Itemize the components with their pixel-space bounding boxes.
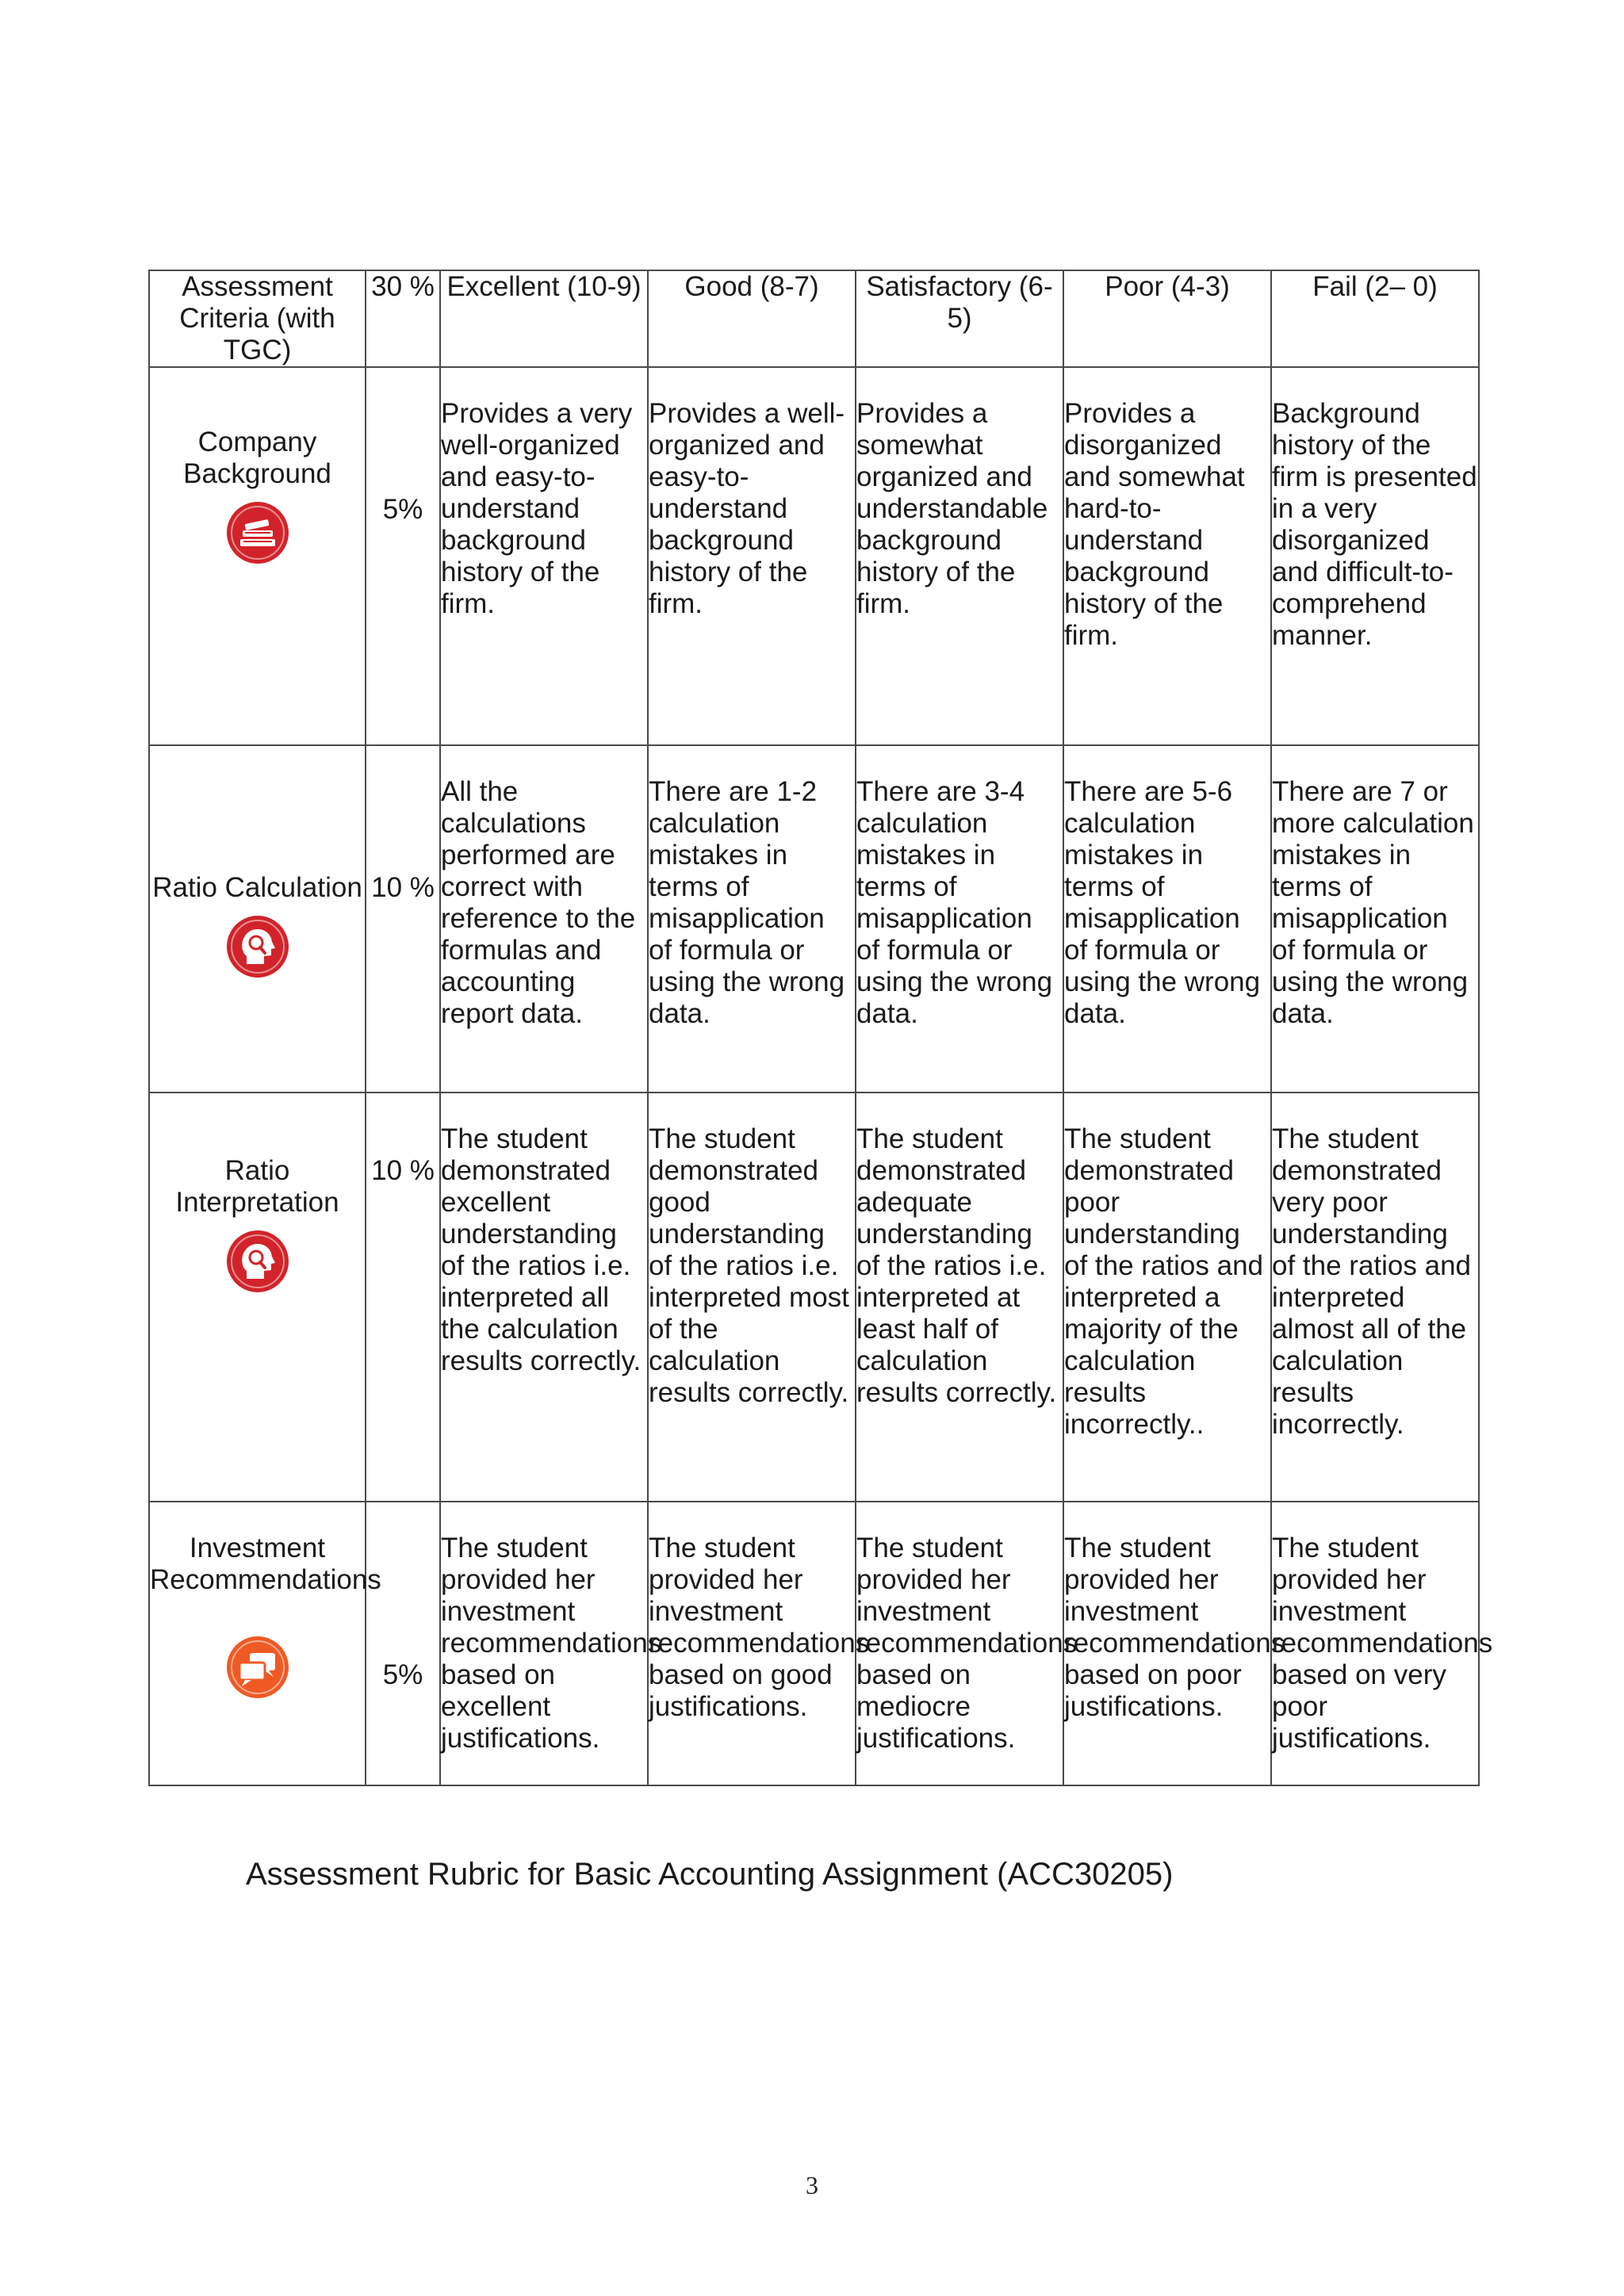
description-cell: There are 7 or more calculation mistakes in terms of misapplication of formula or using the wrong data. bbox=[1271, 745, 1479, 1093]
description-cell: All the calculations performed are correct with reference to the formulas and accounting report data. bbox=[440, 745, 648, 1093]
description-cell: Provides a disorganized and somewhat hard-to-understand background history of the firm. bbox=[1063, 367, 1271, 745]
description-cell: The student provided her investment recommendations based on mediocre justifications. bbox=[856, 1502, 1063, 1785]
header-weight: 30 % bbox=[366, 270, 440, 367]
table-row bbox=[149, 1093, 1479, 1502]
description-cell: The student provided her investment recommendations based on excellent justifications. bbox=[440, 1502, 648, 1785]
rubric-caption: Assessment Rubric for Basic Accounting Assignment (ACC30205) bbox=[246, 1857, 1174, 1892]
description-cell: Provides a well-organized and easy-to-understand background history of the firm. bbox=[648, 367, 856, 745]
description-cell: The student demonstrated good understanding of the ratios i.e. interpreted most of the calculation results correctly. bbox=[648, 1093, 856, 1502]
books-icon bbox=[226, 501, 289, 564]
description-cell: There are 1-2 calculation mistakes in terms of misapplication of formula or using the wrong data. bbox=[648, 745, 856, 1093]
assessment-rubric-table bbox=[148, 270, 1493, 1786]
criteria-name: Ratio Interpretation bbox=[175, 1155, 339, 1218]
description-cell: The student demonstrated very poor understanding of the ratios and interpreted almost all of the calculation results incorrectly. bbox=[1271, 1093, 1479, 1502]
weight-cell: 10 % bbox=[366, 745, 440, 1093]
weight-cell: 10 % bbox=[366, 1093, 440, 1502]
description-cell: Provides a somewhat organized and understandable background history of the firm. bbox=[856, 367, 1063, 745]
criteria-cell bbox=[149, 1093, 366, 1502]
weight-cell: 5% bbox=[366, 367, 440, 745]
criteria-name: Investment Recommendations bbox=[150, 1533, 381, 1595]
description-cell: Background history of the firm is presented in a very disorganized and difficult-to-comprehend manner. bbox=[1271, 367, 1479, 745]
header-poor: Poor (4-3) bbox=[1063, 270, 1271, 367]
table-header-row bbox=[149, 270, 1479, 367]
description-cell: The student demonstrated poor understanding of the ratios and interpreted a majority of the calculation results incorrectly.. bbox=[1063, 1093, 1271, 1502]
description-cell: The student provided her investment recommendations based on poor justifications. bbox=[1063, 1502, 1271, 1785]
description-cell: The student provided her investment recommendations based on good justifications. bbox=[648, 1502, 856, 1785]
description-cell: The student provided her investment recommendations based on very poor justifications. bbox=[1271, 1502, 1479, 1785]
description-cell: Provides a very well-organized and easy-to-understand background history of the firm. bbox=[440, 367, 648, 745]
criteria-cell bbox=[149, 367, 366, 745]
page-number: 3 bbox=[806, 2171, 818, 2199]
description-cell: The student demonstrated adequate understanding of the ratios i.e. interpreted at least half of calculation results correctly. bbox=[856, 1093, 1063, 1502]
criteria-cell bbox=[149, 1502, 381, 1785]
head-search-icon bbox=[226, 915, 289, 978]
table-row bbox=[149, 367, 1479, 745]
weight-cell: 5% bbox=[366, 1502, 440, 1785]
description-cell: There are 5-6 calculation mistakes in terms of misapplication of formula or using the wrong data. bbox=[1063, 745, 1271, 1093]
header-good: Good (8-7) bbox=[648, 270, 856, 367]
header-excellent: Excellent (10-9) bbox=[440, 270, 648, 367]
head-search-icon bbox=[226, 1230, 289, 1293]
header-fail: Fail (2– 0) bbox=[1271, 270, 1479, 367]
description-cell: The student demonstrated excellent understanding of the ratios i.e. interpreted all the calculation results correctly. bbox=[440, 1093, 648, 1502]
criteria-name: Ratio Calculation bbox=[152, 872, 362, 903]
criteria-name: Company Background bbox=[183, 427, 331, 489]
description-cell: There are 3-4 calculation mistakes in terms of misapplication of formula or using the wrong data. bbox=[856, 745, 1063, 1093]
criteria-cell bbox=[149, 745, 366, 1093]
table-row bbox=[149, 1502, 1479, 1785]
header-satisfactory: Satisfactory (6-5) bbox=[856, 270, 1063, 367]
table-row bbox=[149, 745, 1479, 1093]
chat-bubbles-icon bbox=[226, 1636, 289, 1699]
header-criteria: Assessment Criteria (with TGC) bbox=[149, 270, 366, 367]
